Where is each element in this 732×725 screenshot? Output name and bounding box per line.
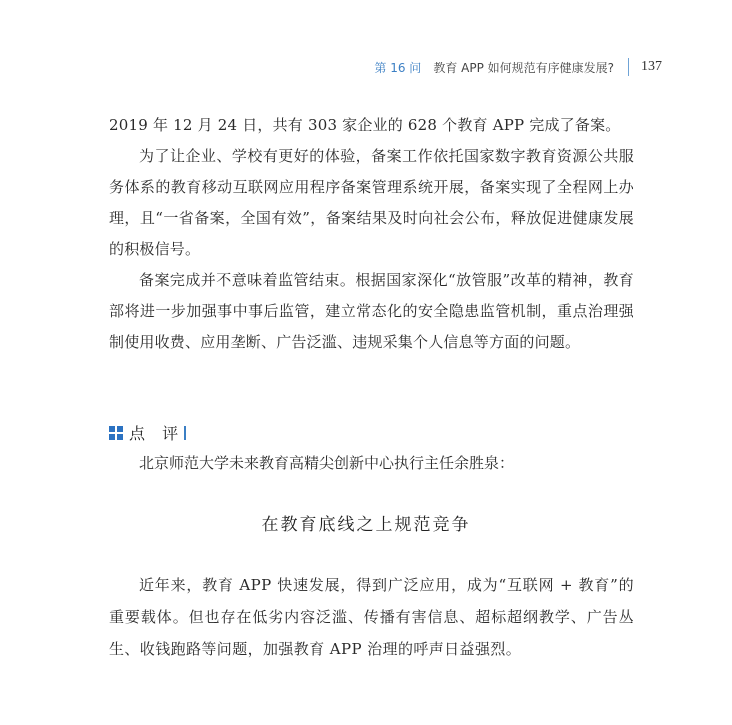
paragraph: 备案完成并不意味着监管结束。根据国家深化“放管服”改革的精神，教育部将进一步加强事中事后监管，建立常态化的安全隐患监管机制，重点治理强制使用收费、应用垄断、广告泛滥、违规采集个人信息等方面的问题。 — [109, 271, 634, 351]
paragraph: 2019 年 12 月 24 日，共有 303 家企业的 628 个教育 APP 完成了备案。 — [109, 116, 621, 134]
essay-body — [109, 569, 634, 665]
paragraph: 为了让企业、学校有更好的体验，备案工作依托国家数字教育资源公共服务体系的教育移动互联网应用程序备案管理系统开展，备案实现了全程网上办理，且“一省备案，全国有效”，备案结果及时向社会公布，释放促进健康发展的积极信号。 — [109, 147, 634, 258]
page-number: 137 — [641, 59, 662, 74]
chapter-title: 教育 APP 如何规范有序健康发展? — [433, 60, 614, 75]
review-heading-label: 点 评 — [129, 424, 185, 443]
essay-title: 在教育底线之上规范竞争 — [261, 515, 471, 535]
heading-bar — [184, 426, 186, 440]
chapter-label: 第 16 问 — [374, 60, 422, 75]
reviewer-line — [109, 449, 634, 477]
review-heading — [109, 421, 186, 444]
header-divider — [628, 58, 629, 76]
reviewer-name: 北京师范大学未来教育高精尖创新中心执行主任余胜泉： — [139, 454, 515, 472]
essay-paragraph: 近年来，教育 APP 快速发展，得到广泛应用，成为“互联网 + 教育”的重要载体。但也存在低劣内容泛滥、传播有害信息、超标超纲教学、广告丛生、收钱跑路等问题，加强教育 APP 治理的呼声日益强烈。 — [109, 576, 634, 658]
running-header — [0, 56, 662, 78]
body-section — [109, 110, 634, 358]
four-squares-icon — [109, 426, 123, 440]
